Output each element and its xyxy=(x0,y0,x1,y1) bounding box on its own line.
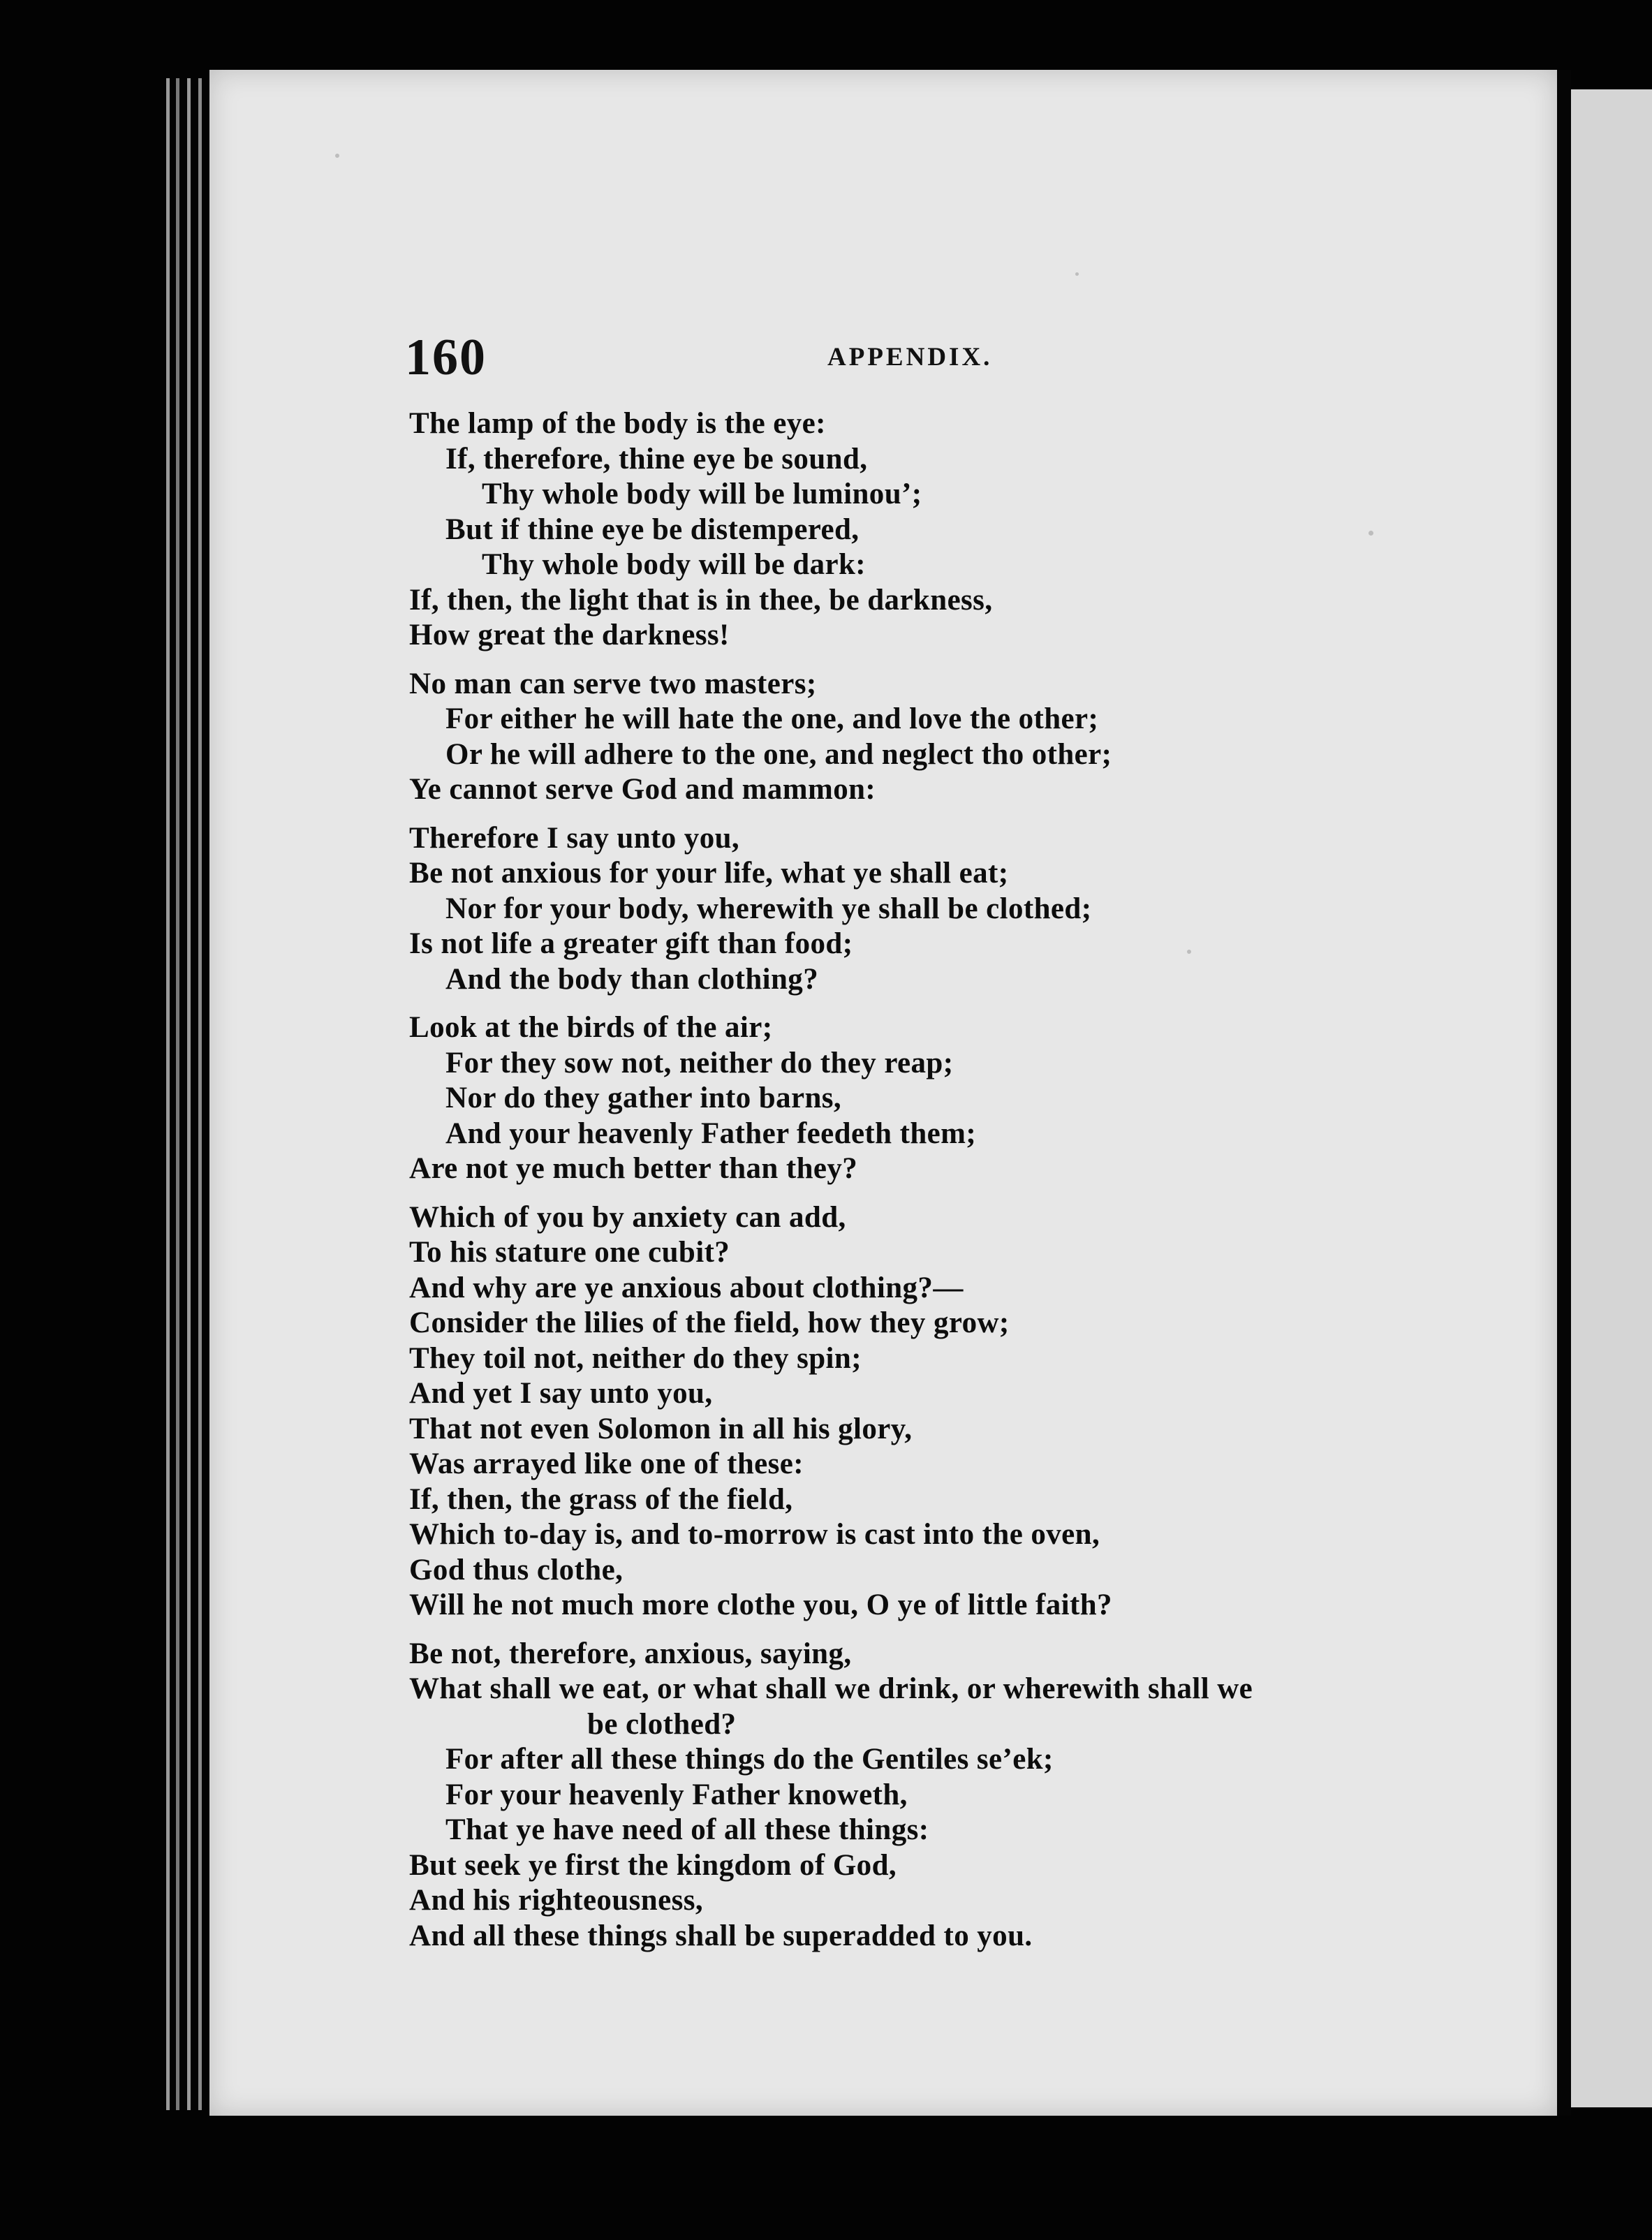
text-line: Which to-day is, and to-morrow is cast into the oven, xyxy=(409,1518,1100,1551)
text-line: But seek ye first the kingdom of God, xyxy=(409,1848,897,1882)
text-line: The lamp of the body is the eye: xyxy=(409,407,826,440)
page-number: 160 xyxy=(405,329,487,386)
text-line: For your heavenly Father knoweth, xyxy=(445,1778,908,1811)
page-header xyxy=(405,328,1103,384)
text-line: How great the darkness! xyxy=(409,619,730,651)
text-line: Thy whole body will be luminouʼ; xyxy=(482,478,922,510)
stanza xyxy=(409,667,1456,808)
stanza xyxy=(409,821,1456,998)
page-edge-line xyxy=(198,78,202,2110)
text-line: God thus clothe, xyxy=(409,1553,624,1586)
paper-speck xyxy=(1075,272,1079,276)
text-line: Nor do they gather into barns, xyxy=(445,1082,842,1114)
text-line: And why are ye anxious about clothing?— xyxy=(409,1271,964,1304)
text-line: No man can serve two masters; xyxy=(409,667,817,700)
text-line: Ye cannot serve God and mammon: xyxy=(409,773,876,806)
stanza xyxy=(409,406,1456,654)
text-line: That not even Solomon in all his glory, xyxy=(409,1412,913,1445)
text-line: And the body than clothing? xyxy=(445,962,819,996)
page-stack-edges xyxy=(166,78,215,2110)
text-line: Consider the lilies of the field, how they grow; xyxy=(409,1306,1010,1339)
text-line: And yet I say unto you, xyxy=(409,1377,713,1410)
stanza xyxy=(409,1200,1456,1623)
text-line: And his righteousness, xyxy=(409,1884,703,1917)
page-edge-line xyxy=(176,78,179,2110)
text-line: Thy whole body will be dark: xyxy=(482,548,866,581)
text-line: They toil not, neither do they spin; xyxy=(409,1341,862,1375)
page-gutter xyxy=(1557,70,1571,2116)
text-line: What shall we eat, or what shall we drink, or wherewith shall we xyxy=(409,1672,1253,1705)
poem-text-block xyxy=(409,406,1456,1967)
text-line: Was arrayed like one of these: xyxy=(409,1447,804,1480)
text-line: Look at the birds of the air; xyxy=(409,1011,773,1044)
running-head: APPENDIX. xyxy=(827,343,993,371)
text-line: If, then, the grass of the field, xyxy=(409,1482,793,1516)
paper-speck xyxy=(335,154,339,158)
text-line: And all these things shall be superadded to you. xyxy=(409,1919,1033,1952)
text-line: And your heavenly Father feedeth them; xyxy=(445,1117,977,1150)
text-line: Are not ye much better than they? xyxy=(409,1152,858,1185)
text-line: Be not anxious for your life, what ye shall eat; xyxy=(409,857,1009,890)
stanza xyxy=(409,1010,1456,1187)
text-line: Which of you by anxiety can add, xyxy=(409,1200,846,1234)
text-line: Therefore I say unto you, xyxy=(409,821,740,855)
text-line: Be not, therefore, anxious, saying, xyxy=(409,1637,852,1670)
text-line: To his stature one cubit? xyxy=(409,1236,730,1269)
text-line: But if thine eye be distempered, xyxy=(445,513,860,546)
text-line: Nor for your body, wherewith ye shall be clothed; xyxy=(445,892,1092,925)
stanza xyxy=(409,1637,1456,1954)
text-line: That ye have need of all these things: xyxy=(445,1813,929,1846)
facing-page-edge xyxy=(1571,89,1652,2107)
text-line: If, then, the light that is in thee, be darkness, xyxy=(409,583,993,617)
text-line: For after all these things do the Gentiles se’ek; xyxy=(445,1743,1054,1776)
text-line: be clothed? xyxy=(587,1707,737,1741)
text-line: Or he will adhere to the one, and neglect tho other; xyxy=(445,737,1112,771)
text-line: If, therefore, thine eye be sound, xyxy=(445,442,868,476)
text-line: For they sow not, neither do they reap; xyxy=(445,1046,954,1080)
text-line: Is not life a greater gift than food; xyxy=(409,927,853,960)
page-edge-line xyxy=(166,78,170,2110)
page-edge-line xyxy=(187,78,191,2110)
text-line: Will he not much more clothe you, O ye of little faith? xyxy=(409,1589,1112,1621)
text-line: For either he will hate the one, and love the other; xyxy=(445,702,1099,735)
